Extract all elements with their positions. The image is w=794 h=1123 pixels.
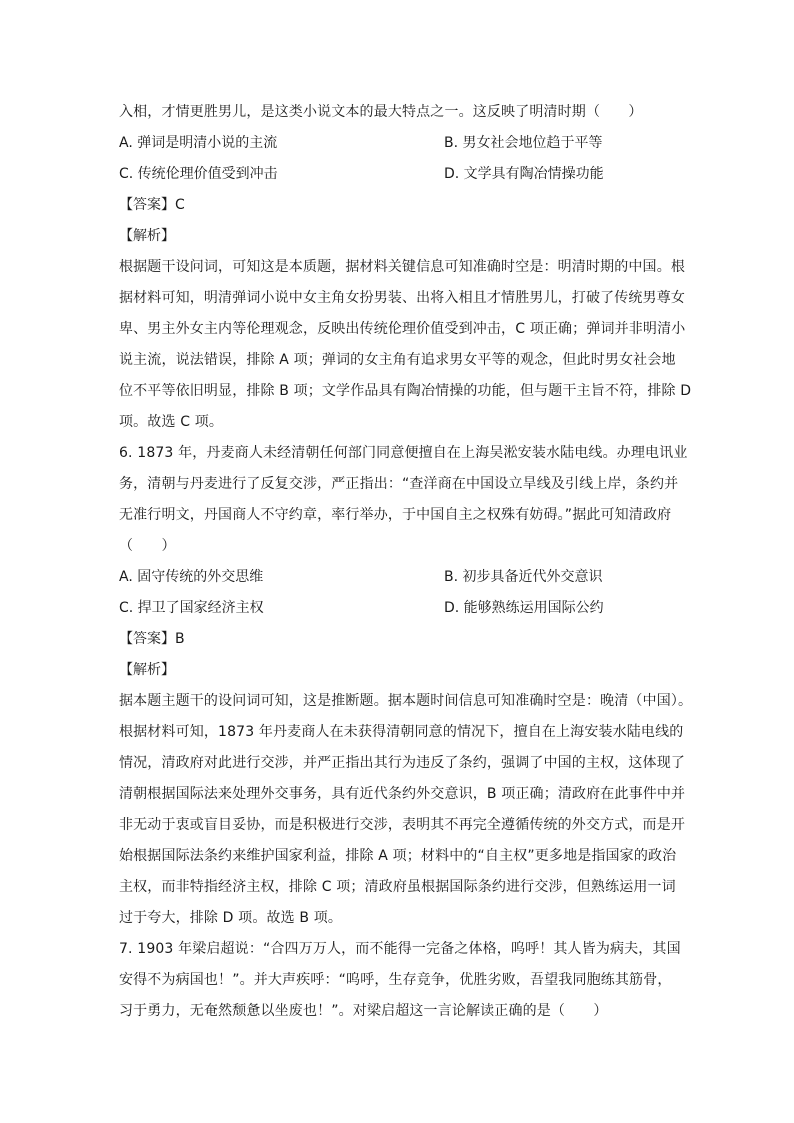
q6-analysis-line: 根据材料可知，1873 年丹麦商人在未获得清朝同意的情况下，擅自在上海安装水陆电线的 [119,724,684,740]
q6-analysis-title: 【解析】 [119,662,175,678]
q6-analysis-line: 过于夸大，排除 D 项。故选 B 项。 [119,910,343,926]
q6-stem-line: 无准行明文，丹国商人不守约章，率行举办，于中国自主之权殊有妨碍。”据此可知清政府 [119,507,672,523]
q5-option-c: C. 传统伦理价值受到冲击 [119,166,278,182]
q5-analysis-line: 据材料可知，明清弹词小说中女主角女扮男装、出将入相且才情胜男儿，打破了传统男尊女 [119,290,685,306]
q6-option-a: A. 固守传统的外交思维 [119,569,264,585]
q5-analysis-title: 【解析】 [119,228,175,244]
q6-analysis-line: 情况，清政府对此进行交涉，并严正指出其行为违反了条约，强调了中国的主权，这体现了 [119,755,685,771]
q6-analysis-line: 据本题主题干的设问词可知，这是推断题。据本题时间信息可知准确时空是：晚清（中国）。 [119,693,693,709]
q5-analysis-line: 位不平等依旧明显，排除 B 项；文学作品具有陶冶情操的功能，但与题干主旨不符，排除 D [119,383,692,399]
q7-stem-line: 安得不为病国也！”。并大声疾呼：“呜呼，生存竞争，优胜劣败，吾望我同胞练其筋骨， [119,972,672,988]
q6-option-b: B. 初步具备近代外交意识 [444,569,603,585]
q7-stem-line: 习于勇力，无奄然颓惫以坐废也！”。对梁启超这一言论解读正确的是（ ） [119,1003,608,1019]
q5-options-row-2 [119,159,679,190]
q5-analysis-line: 说主流，说法错误，排除 A 项；弹词的女主角有追求男女平等的观念，但此时男女社会地 [119,352,676,368]
q6-stem-line: 6. 1873 年，丹麦商人未经清朝任何部门同意便擅自在上海吴淞安装水陆电线。办理电讯业 [119,445,688,461]
q5-option-b: B. 男女社会地位趋于平等 [444,135,603,151]
q6-options-row-1 [119,562,679,593]
q6-option-d: D. 能够熟练运用国际公约 [444,600,604,616]
q5-options-row-1 [119,128,679,159]
q5-stem-line: 入相，才情更胜男儿，是这类小说文本的最大特点之一。这反映了明清时期（ ） [119,104,643,120]
q5-analysis-line: 根据题干设问词，可知这是本质题，据材料关键信息可知准确时空是：明清时期的中国。根 [119,259,685,275]
page-content [119,97,693,1027]
q7-stem-line: 7. 1903 年梁启超说：“合四万万人，而不能得一完备之体格，呜呼！其人皆为病夫，其国 [119,941,681,957]
q6-analysis-line: 清朝根据国际法来处理外交事务，具有近代条约外交意识，B 项正确；清政府在此事件中并 [119,786,686,802]
q5-answer: 【答案】C [119,197,185,213]
q6-answer: 【答案】B [119,631,185,647]
q6-stem-line: 务，清朝与丹麦进行了反复交涉，严正指出：“查洋商在中国设立旱线及引线上岸，条约并 [119,476,679,492]
q5-option-d: D. 文学具有陶冶情操功能 [444,166,604,182]
q6-option-c: C. 捍卫了国家经济主权 [119,600,264,616]
q5-analysis-line: 卑、男主外女主内等伦理观念，反映出传统伦理价值受到冲击，C 项正确；弹词并非明清小 [119,321,686,337]
q6-analysis-line: 非无动于衷或盲目妥协，而是积极进行交涉，表明其不再完全遵循传统的外交方式，而是开 [119,817,685,833]
q6-options-row-2 [119,593,679,624]
q6-analysis-line: 始根据国际法条约来维护国家利益，排除 A 项；材料中的“自主权”更多地是指国家的政治 [119,848,677,864]
q6-stem-line: （ ） [119,538,176,554]
q6-analysis-line: 主权，而非特指经济主权，排除 C 项；清政府虽根据国际条约进行交涉，但熟练运用一词 [119,879,676,895]
q5-option-a: A. 弹词是明清小说的主流 [119,135,278,151]
q5-analysis-line: 项。故选 C 项。 [119,414,224,430]
